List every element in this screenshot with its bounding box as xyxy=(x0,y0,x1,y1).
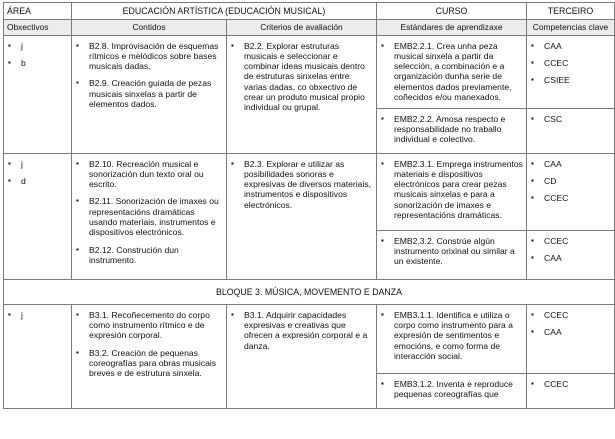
block-header-row xyxy=(4,279,615,304)
list-item: ▪ B3.2. Creación de pequenas coreografías para obras musicais breves e de estrutura sinxela. xyxy=(75,348,223,379)
block-title: BLOQUE 3. MÚSICA, MOVEMENTO E DANZA xyxy=(4,279,615,304)
standards-cell xyxy=(377,304,527,408)
list-item: ▪ B2.3. Explorar e utilizar as posibilidades sonoras e expresivas de diversos materiais, instrumentos e dispositivos electrónicos. xyxy=(230,159,373,210)
table-row xyxy=(4,35,615,153)
list-item: ▪ b xyxy=(7,58,68,68)
list-item: ▪ B2.9. Creación guiada de pezas musicais sinxelas a partir de elementos dados. xyxy=(75,78,223,109)
list-item: ▪ CCEC xyxy=(530,236,611,246)
objectives-cell xyxy=(4,304,72,408)
list-item: ▪ CAA xyxy=(530,41,611,51)
header-row xyxy=(4,3,615,20)
list-item: ▪ j xyxy=(7,159,68,169)
subject-header: EDUCACIÓN ARTÍSTICA (EDUCACIÓN MUSICAL) xyxy=(72,3,377,20)
area-header: ÁREA xyxy=(4,3,72,20)
course-header: CURSO xyxy=(377,3,527,20)
competences-header: Competencias clave xyxy=(527,20,615,35)
list-item: ▪ CAA xyxy=(530,253,611,263)
objectives-cell xyxy=(4,35,72,153)
curriculum-table xyxy=(3,2,615,409)
criteria-cell xyxy=(227,35,377,153)
list-item: ▪ CAA xyxy=(530,159,611,169)
list-item: ▪ CCEC xyxy=(530,310,611,320)
competences-cell xyxy=(527,153,615,279)
list-item: ▪ B3.1. Adquirir capacidades expresivas e creativas que ofrecen a expresión corporal e a danza. xyxy=(230,310,373,351)
objectives-cell xyxy=(4,153,72,279)
criteria-cell xyxy=(227,153,377,279)
list-item: ▪ CCEC xyxy=(530,379,611,389)
objectives-header: Obxectivos xyxy=(4,20,72,35)
subheader-row xyxy=(4,20,615,35)
contents-cell xyxy=(72,153,227,279)
list-item: ▪ EMB3.1.1. Identifica e utiliza o corpo como instrumento para a expresión de sentimentos e emocións, e como forma de interacción social. xyxy=(380,310,523,361)
list-item: ▪ CAA xyxy=(530,327,611,337)
list-item: ▪ EMB3.1.2. Inventa e reproduce pequenas coreografías que xyxy=(380,379,523,400)
list-item: ▪ B3.1. Recoñecemento do corpo como instrumento rítmico e de expresión corporal. xyxy=(75,310,223,341)
list-item: ▪ CCEC xyxy=(530,193,611,203)
list-item: ▪ j xyxy=(7,41,68,51)
list-item: ▪ EMB2.2.2. Amosa respecto e responsabilidade no traballo individual e colectivo. xyxy=(380,114,523,145)
standards-cell xyxy=(377,153,527,279)
list-item: ▪ B2.11. Sonorización de imaxes ou representacións dramáticas usando materiais, instrumentos e dispositivos electrónicos. xyxy=(75,196,223,237)
table-row xyxy=(4,304,615,408)
criteria-header: Criterios de avaliación xyxy=(227,20,377,35)
list-item: ▪ d xyxy=(7,176,68,186)
list-item: ▪ B2.12. Construción dun instrumento. xyxy=(75,245,223,266)
list-item: ▪ B2.2. Explorar estruturas musicais e seleccionar e combinar ideas musicais dentro de estruturas sinxelas entre varias dadas, co obxectivo de crear un produto musical propio individual ou grupal. xyxy=(230,41,373,113)
list-item: ▪ EMB2.3.2. Constrúe algún instrumento orixinal ou similar a un existente. xyxy=(380,236,523,267)
grade-header: TERCEIRO xyxy=(527,3,615,20)
contents-header: Contidos xyxy=(72,20,227,35)
competences-cell xyxy=(527,304,615,408)
table-row xyxy=(4,153,615,279)
standards-header: Estándares de aprendizaxe xyxy=(377,20,527,35)
criteria-cell xyxy=(227,304,377,408)
contents-cell xyxy=(72,35,227,153)
list-item: ▪ B2.8. Improvisación de esquemas rítmicos e melódicos sobre bases musicais dadas. xyxy=(75,41,223,72)
list-item: ▪ CSIEE xyxy=(530,75,611,85)
list-item: ▪ j xyxy=(7,310,68,320)
competences-cell xyxy=(527,35,615,153)
list-item: ▪ CCEC xyxy=(530,58,611,68)
contents-cell xyxy=(72,304,227,408)
list-item: ▪ EMB2.3.1. Emprega instrumentos materiais e dispositivos electrónicos para crear pezas musicais sinxelas e para a sonorización de imaxes e representacións dramáticas. xyxy=(380,159,523,221)
list-item: ▪ B2.10. Recreación musical e sonorización dun texto oral ou escrito. xyxy=(75,159,223,190)
list-item: ▪ CSC xyxy=(530,114,611,124)
standards-cell xyxy=(377,35,527,153)
list-item: ▪ EMB2.2.1. Crea unha peza musical sinxela a partir da selección, a combinación e a organización dunha serie de elementos dados previamente, coñecidos e/ou manexados. xyxy=(380,41,523,103)
list-item: ▪ CD xyxy=(530,176,611,186)
